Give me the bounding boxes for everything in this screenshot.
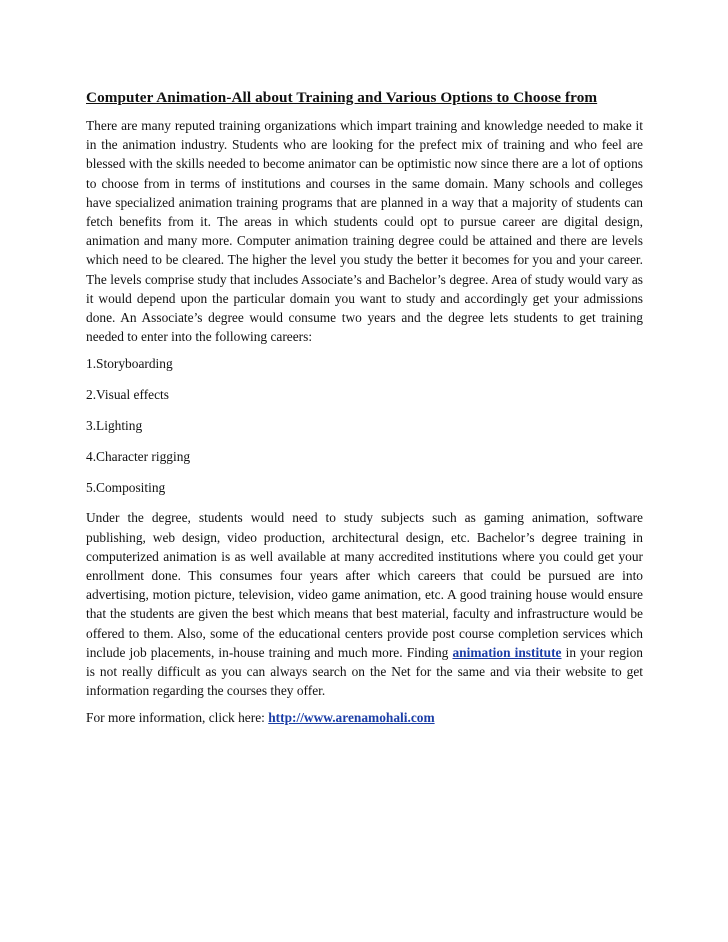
intro-paragraph: There are many reputed training organizations which impart training and knowledge needed to make it in the animation industry. Students who are looking for the prefect mix of training and who feel are blessed with the skills needed to become animator can be optimistic now since there are a lot of options to choose from in terms of institutions and courses in the same domain. Many schools and colleges have specialized animation training programs that are planned in a way that a majority of students can fetch benefits from it. The areas in which students could opt to pursue career are digital design, animation and many more. Computer animation training degree could be attained and there are levels which need to be cleared. The higher the level you study the better it becomes for you and your career. The levels comprise study that includes Associate’s and Bachelor’s degree. Area of study would vary as it would depend upon the particular domain you want to study and accordingly get your admissions done. An Associate’s degree would consume two years and the degree lets students to get training needed to enter into the following careers: bbox=[86, 118, 643, 345]
body-text-after-link: in your region is not really difficult as you can always search on the Net for the same and via their website to get information regarding the courses they offer. bbox=[86, 644, 643, 699]
document-page bbox=[86, 88, 643, 736]
more-info-paragraph bbox=[86, 708, 643, 727]
list-item: 3.Lighting bbox=[86, 418, 143, 434]
list-item: 5.Compositing bbox=[86, 479, 166, 495]
animation-institute-link[interactable]: animation institute bbox=[452, 644, 562, 660]
list-item: 4.Character rigging bbox=[86, 448, 191, 464]
careers-list bbox=[86, 354, 643, 496]
list-item: 2.Visual effects bbox=[86, 387, 169, 403]
list-item: 1.Storyboarding bbox=[86, 356, 173, 372]
body-paragraph bbox=[86, 508, 643, 700]
more-info-label: For more information, click here: bbox=[86, 710, 269, 726]
body-text-before-link: Under the degree, students would need to study subjects such as gaming animation, software publishing, web design, video production, architectural design, etc. Bachelor’s degree training in computerized animation is as well available at many accredited institutions where you could get your enrollment done. This consumes four years after which careers that could be pursued are into advertising, motion picture, television, video game animation, etc. A good training house would ensure that the students are given the best which means that best material, faculty and infrastructure would be offered to them. Also, some of the educational centers provide post course completion services which include job placements, in-house training and much more. Finding bbox=[86, 510, 643, 660]
document-title: Computer Animation-All about Training and Various Options to Choose from bbox=[86, 89, 598, 106]
website-link[interactable]: http://www.arenamohali.com bbox=[268, 710, 435, 726]
